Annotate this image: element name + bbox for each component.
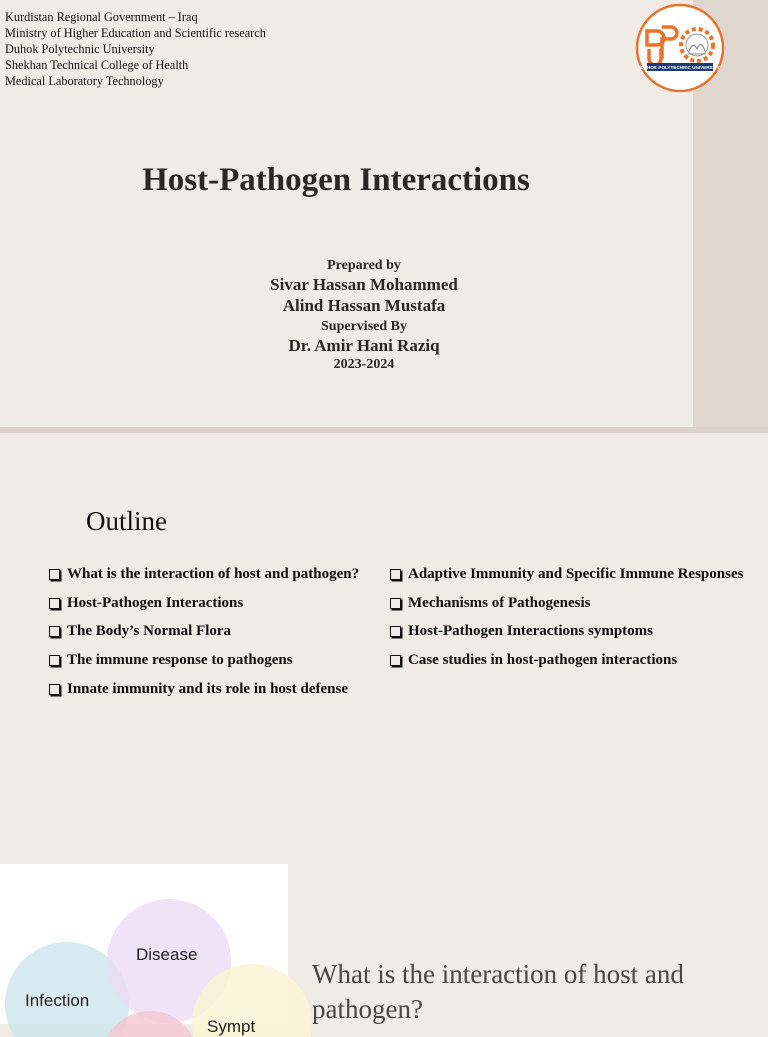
outline-item-label: Case studies in host-pathogen interactions	[408, 651, 678, 668]
supervisor-name: Dr. Amir Hani Raziq	[288, 336, 440, 355]
venn-label-infection: Infection	[25, 991, 90, 1010]
logo-caption: DUHOK POLYTECHNIC UNIVERSITY	[640, 65, 720, 71]
university-logo	[635, 3, 725, 93]
credits-block	[214, 257, 514, 373]
title-slide	[0, 0, 768, 427]
outline-item	[47, 589, 359, 618]
outline-list-right	[388, 560, 743, 675]
checkbox-bullet-icon	[390, 569, 401, 580]
outline-item	[47, 675, 359, 704]
slide-separator	[0, 427, 768, 433]
header-line-department: Medical Laboratory Technology	[5, 74, 164, 88]
academic-year: 2023-2024	[333, 357, 395, 372]
prepared-by-label: Prepared by	[327, 258, 401, 273]
outline-item-label: What is the interaction of host and pathogen?	[67, 565, 360, 582]
section-title: What is the interaction of host and pathogen?	[312, 959, 684, 1024]
checkbox-bullet-icon	[390, 655, 401, 666]
header-line-government: Kurdistan Regional Government – Iraq	[5, 10, 198, 24]
outline-item	[388, 646, 743, 675]
header-line-college: Shekhan Technical College of Health	[5, 58, 189, 72]
outline-item-label: Host-Pathogen Interactions symptoms	[408, 623, 653, 640]
outline-item-label: Host-Pathogen Interactions	[67, 594, 244, 611]
author-2: Alind Hassan Mustafa	[282, 296, 446, 315]
outline-item	[388, 589, 743, 618]
author-1: Sivar Hassan Mohammed	[270, 275, 458, 294]
outline-item-label: Mechanisms of Pathogenesis	[408, 594, 591, 611]
outline-list-left	[47, 560, 359, 703]
outline-item-label: The Body’s Normal Flora	[67, 623, 232, 640]
presentation-title: Host-Pathogen Interactions	[142, 162, 530, 198]
checkbox-bullet-icon	[49, 569, 60, 580]
outline-item	[388, 617, 743, 646]
outline-item-label: Innate immunity and its role in host defense	[67, 680, 349, 697]
checkbox-bullet-icon	[49, 684, 60, 695]
checkbox-bullet-icon	[49, 655, 60, 666]
venn-label-disease: Disease	[136, 945, 198, 964]
checkbox-bullet-icon	[390, 626, 401, 637]
outline-title: Outline	[86, 506, 167, 536]
supervised-by-label: Supervised By	[321, 319, 407, 334]
header-line-ministry: Ministry of Higher Education and Scientific research	[5, 26, 266, 40]
outline-item	[47, 560, 359, 589]
outline-item-label: Adaptive Immunity and Specific Immune Responses	[408, 565, 744, 582]
venn-diagram-panel	[0, 864, 288, 1036]
outline-item	[47, 617, 359, 646]
outline-item-label: The immune response to pathogens	[67, 651, 293, 668]
checkbox-bullet-icon	[390, 598, 401, 609]
outline-item	[47, 646, 359, 675]
outline-item	[388, 560, 743, 589]
header-line-university: Duhok Polytechnic University	[5, 42, 155, 56]
checkbox-bullet-icon	[49, 626, 60, 637]
venn-label-symptoms: Sympt	[207, 1017, 256, 1036]
checkbox-bullet-icon	[49, 598, 60, 609]
institution-header	[5, 9, 266, 89]
